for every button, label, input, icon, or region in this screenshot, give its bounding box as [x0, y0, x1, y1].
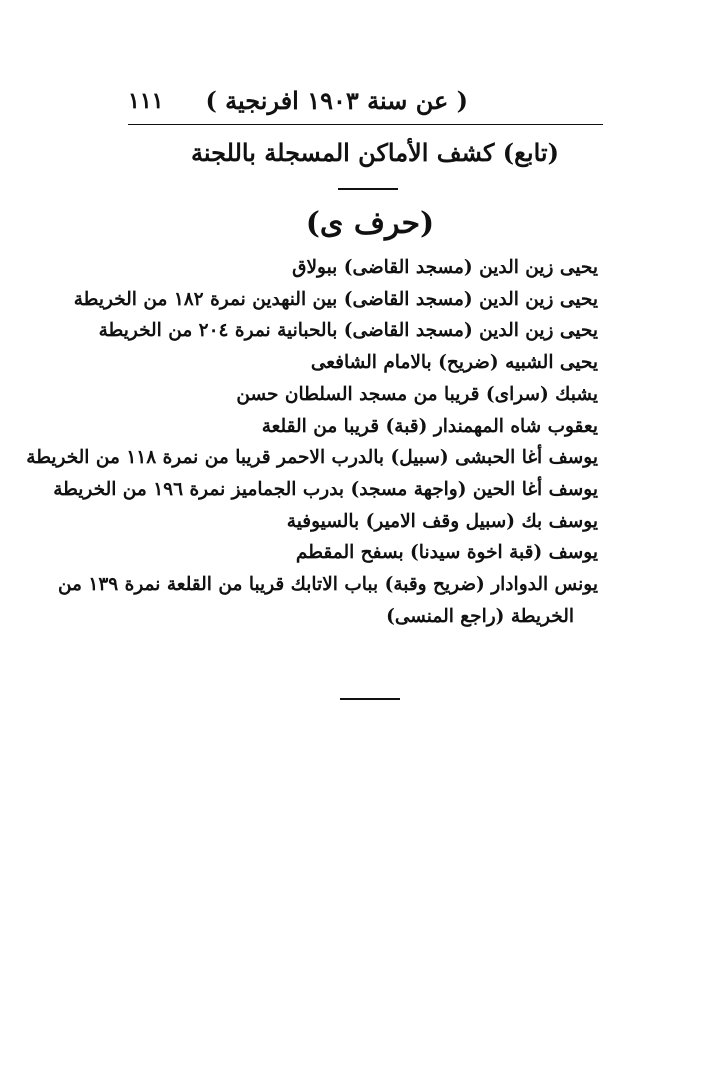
list-item: يحيى زين الدين (مسجد القاضى) بالحبانية نمرة ٢٠٤ من الخريطة — [98, 320, 598, 342]
section-divider — [338, 188, 398, 190]
list-item-continuation: الخريطة (راجع المنسى) — [386, 605, 574, 627]
page-number: ١١١ — [128, 88, 164, 114]
page-header — [128, 86, 603, 126]
section-title: (تابع) كشف الأماكن المسجلة باللجنة — [191, 138, 559, 167]
list-item: يوسف أغا الحبشى (سبيل) بالدرب الاحمر قريبا من نمرة ١١٨ من الخريطة — [26, 447, 598, 469]
running-title: ( عن سنة ١٩٠٣ افرنجية ) — [205, 86, 468, 115]
end-divider — [340, 698, 400, 700]
list-item: يوسف أغا الحين (واجهة مسجد) بدرب الجماميز نمرة ١٩٦ من الخريطة — [53, 478, 598, 500]
letter-heading: (حرف ى) — [305, 206, 435, 241]
list-item: يعقوب شاه المهمندار (قبة) قريبا من القلعة — [261, 415, 598, 437]
list-item: يحيى الشبيه (ضريح) بالامام الشافعى — [310, 352, 598, 374]
list-item: يوسف (قبة اخوة سيدنا) بسفح المقطم — [295, 542, 598, 564]
list-item: يوسف بك (سبيل وقف الامير) بالسيوفية — [286, 510, 598, 532]
entries-list — [26, 252, 598, 632]
list-item: يحيى زين الدين (مسجد القاضى) ببولاق — [292, 257, 598, 278]
list-item: يحيى زين الدين (مسجد القاضى) بين النهدين نمرة ١٨٢ من الخريطة — [73, 288, 598, 310]
list-item: يشبك (سراى) قريبا من مسجد السلطان حسن — [236, 383, 598, 405]
header-rule — [128, 124, 603, 125]
list-item: يونس الدوادار (ضريح وقبة) بباب الاتابك قريبا من القلعة نمرة ١٣٩ من — [57, 574, 598, 596]
